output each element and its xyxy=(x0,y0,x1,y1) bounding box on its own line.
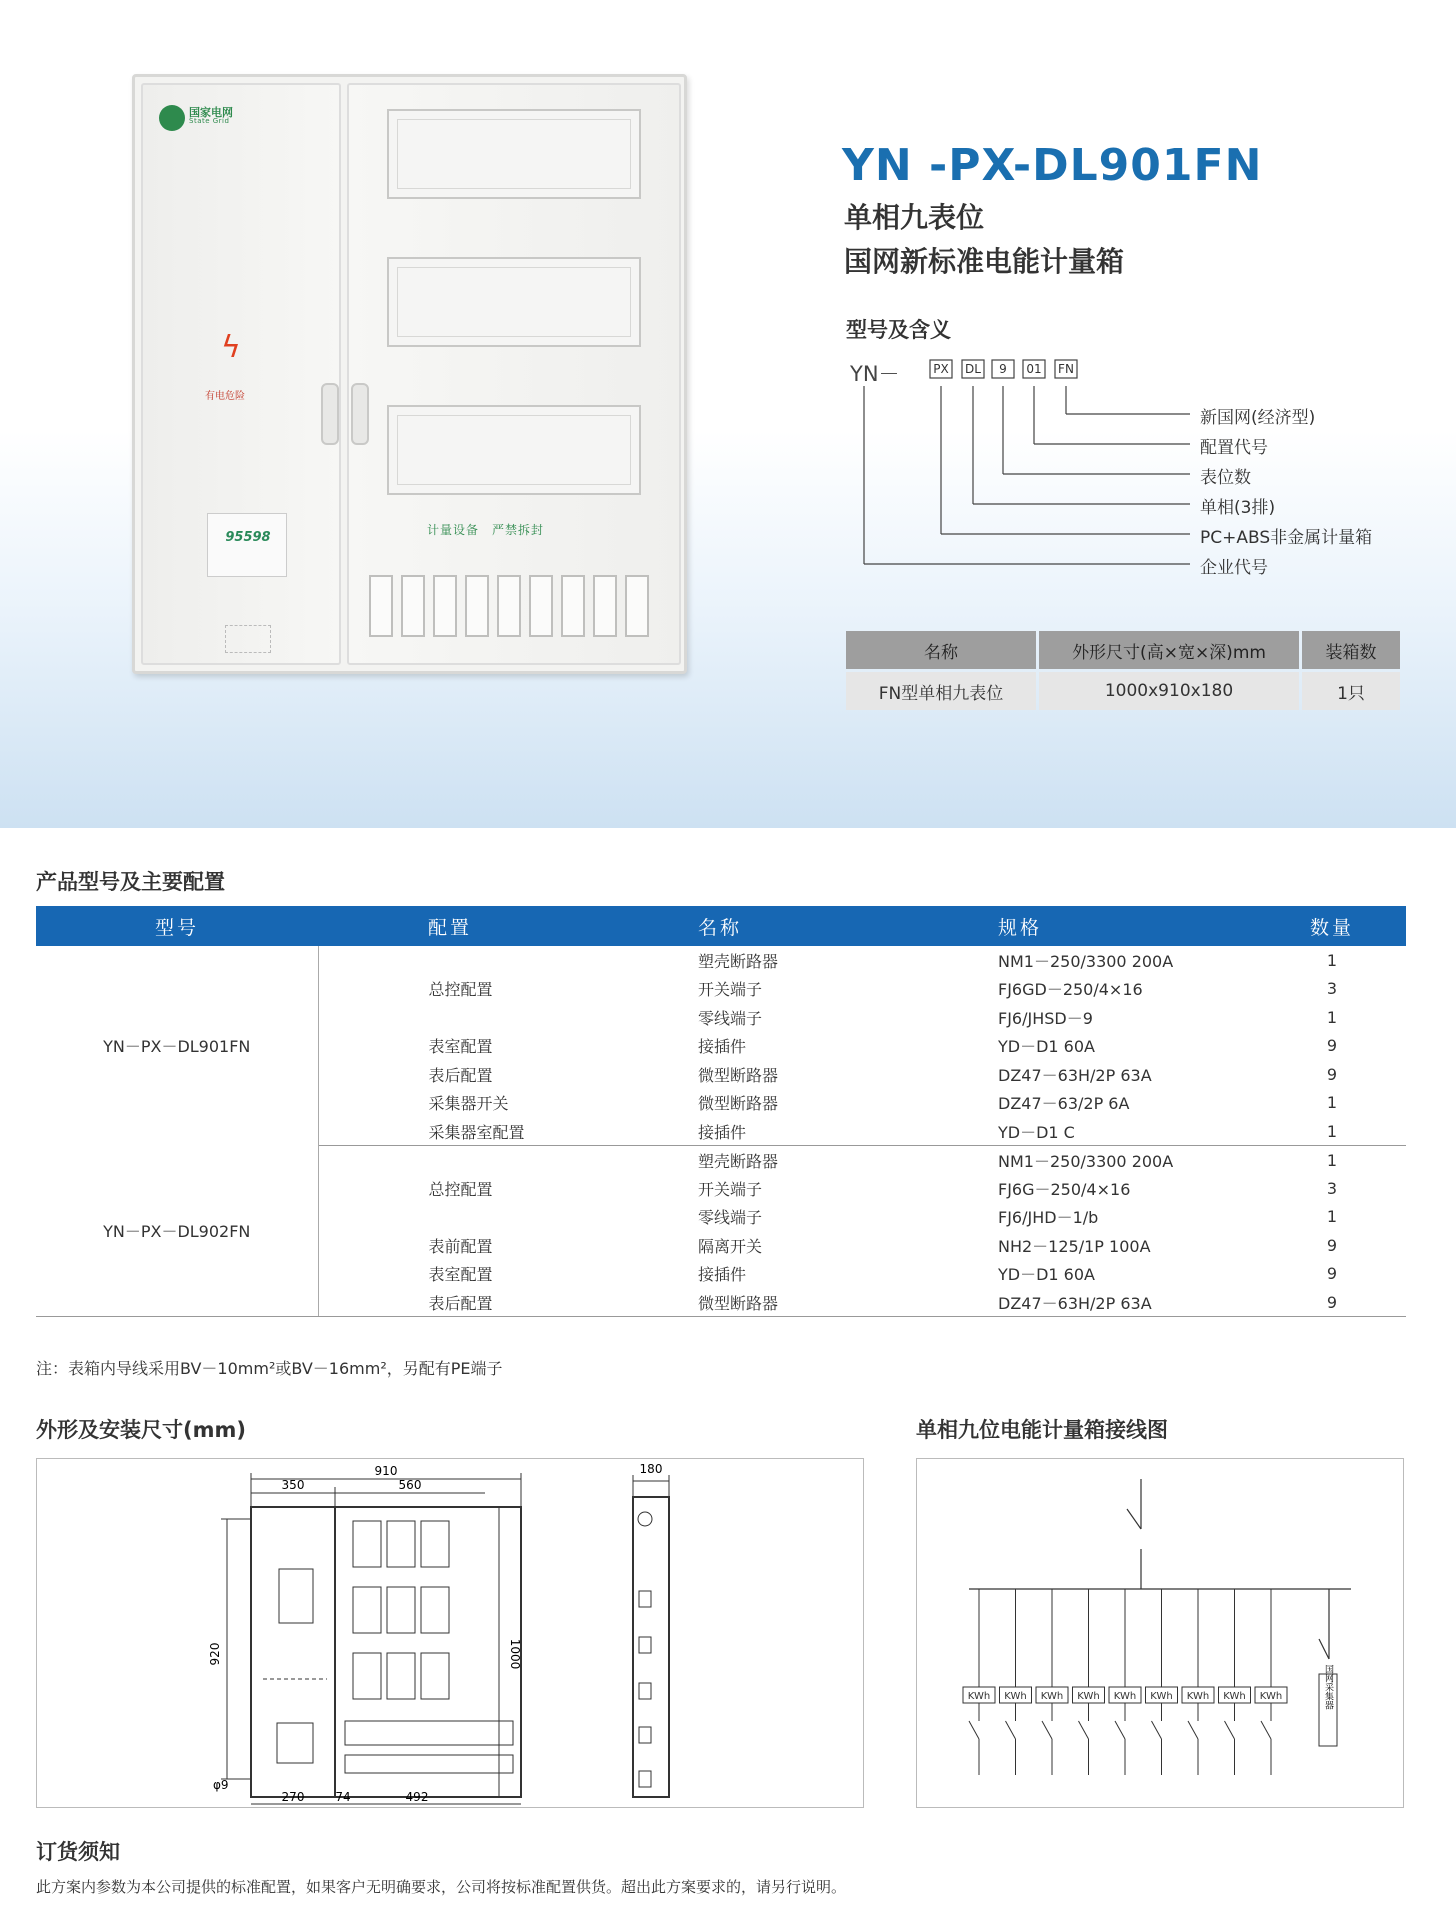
config-table xyxy=(36,906,1406,1317)
breaker-slot xyxy=(561,575,585,637)
logo-text-en: State Grid xyxy=(189,117,230,125)
dimension-drawing xyxy=(36,1458,864,1808)
kwh-meter-label: KWh xyxy=(1186,1691,1210,1702)
dim-total-width: 910 xyxy=(374,1464,398,1478)
meaning-label-01: 配置代号 xyxy=(1200,438,1268,458)
code-9: 9 xyxy=(999,362,1007,376)
service-badge xyxy=(207,513,287,577)
kwh-meter-label: KWh xyxy=(1223,1691,1246,1702)
kwh-meter-label: KWh xyxy=(1259,1691,1283,1702)
spec-name: FN型单相九表位 xyxy=(846,672,1036,710)
breaker-slot xyxy=(433,575,457,637)
name-cell: 开关端子 xyxy=(698,980,763,1000)
spec-cell: FJ6G－250/4×16 xyxy=(998,1179,1131,1199)
model-cell: YN－PX－DL902FN xyxy=(36,1146,318,1317)
qty-cell: 9 xyxy=(1326,1264,1338,1284)
code-01: 01 xyxy=(1026,362,1042,376)
cfg-cell: 表室配置 xyxy=(428,1037,493,1057)
config-heading: 产品型号及主要配置 xyxy=(36,870,225,894)
qty-cell: 3 xyxy=(1326,979,1338,999)
qty-cell: 1 xyxy=(1326,1207,1338,1227)
col-spec: 规格 xyxy=(948,906,1258,946)
cfg-cell xyxy=(318,1203,668,1232)
table-row xyxy=(36,1146,1406,1175)
name-cell: 接插件 xyxy=(668,1117,948,1146)
name-cell: 微型断路器 xyxy=(698,1094,779,1114)
cfg-cell: 表后配置 xyxy=(428,1065,493,1085)
kwh-meter-label: KWh xyxy=(1004,1691,1027,1702)
state-grid-logo-icon xyxy=(159,105,185,131)
order-text: 此方案内参数为本公司提供的标准配置，如果客户无明确要求，公司将按标准配置供货。超出此方案要求的，请另行说明。 xyxy=(36,1878,847,1896)
meaning-label-yn: 企业代号 xyxy=(1200,558,1268,578)
name-cell: 隔离开关 xyxy=(698,1236,763,1256)
right-door-handle xyxy=(351,383,369,445)
breaker-switch xyxy=(1042,1721,1052,1739)
table-row xyxy=(36,946,1406,975)
wiring-diagram xyxy=(916,1458,1404,1808)
breaker-switch xyxy=(1261,1721,1271,1739)
spec-header-row xyxy=(846,631,1400,669)
cabinet-right-door xyxy=(347,83,681,665)
col-qty: 数量 xyxy=(1258,906,1406,946)
spec-cell: FJ6/JHD－1/b xyxy=(998,1208,1099,1228)
dim-hole: φ9 xyxy=(213,1778,229,1792)
spec-cell: YD－D1 C xyxy=(948,1117,1258,1146)
model-cell: YN－PX－DL901FN xyxy=(36,946,318,1146)
dim-right-width: 560 xyxy=(398,1478,422,1492)
dim-inner-height: 920 xyxy=(208,1642,222,1666)
spec-header-qty: 装箱数 xyxy=(1302,631,1400,669)
wiring-svg xyxy=(917,1459,1405,1809)
qty-cell: 1 xyxy=(1326,1007,1338,1027)
danger-label: 有电危险 xyxy=(205,391,245,402)
qty-cell: 9 xyxy=(1258,1288,1406,1317)
col-model: 型号 xyxy=(36,906,318,946)
high-voltage-icon: ϟ xyxy=(221,330,241,365)
cfg-cell xyxy=(318,1146,668,1175)
hero-banner xyxy=(0,0,1456,828)
spec-cell: YD－D1 60A xyxy=(998,1037,1095,1057)
product-subtitle-2: 国网新标准电能计量箱 xyxy=(844,245,1125,278)
qty-cell: 9 xyxy=(1326,1235,1338,1255)
collector-label: 国网采集器 xyxy=(1323,1664,1333,1710)
cabinet-left-door xyxy=(141,83,341,665)
qty-cell: 1 xyxy=(1326,1093,1338,1113)
cfg-cell xyxy=(318,946,668,975)
spec-header-size: 外形尺寸(高×宽×深)mm xyxy=(1039,631,1299,669)
kwh-meter-label: KWh xyxy=(1113,1691,1137,1702)
qty-cell: 3 xyxy=(1326,1178,1338,1198)
dim-bottom-left: 270 xyxy=(281,1790,305,1804)
dimensions-heading: 外形及安装尺寸(mm) xyxy=(36,1418,246,1442)
breaker-slot xyxy=(625,575,649,637)
badge-number: 95598 xyxy=(225,530,271,545)
meaning-label-dl: 单相(3排) xyxy=(1200,498,1276,518)
spec-table xyxy=(843,628,1403,713)
name-cell: 零线端子 xyxy=(698,1008,763,1028)
name-cell: 接插件 xyxy=(698,1037,747,1057)
name-cell: 零线端子 xyxy=(698,1208,763,1228)
breaker-switch xyxy=(1152,1721,1162,1739)
cfg-cell: 总控配置 xyxy=(428,1179,493,1199)
code-px: PX xyxy=(933,362,949,376)
meter-window-row1 xyxy=(387,109,641,199)
spec-cell: DZ47－63/2P 6A xyxy=(998,1094,1130,1114)
name-cell: 塑壳断路器 xyxy=(698,1151,779,1171)
cfg-cell: 表前配置 xyxy=(428,1236,493,1256)
kwh-meter-label: KWh xyxy=(1150,1691,1173,1702)
order-heading: 订货须知 xyxy=(36,1840,120,1864)
spec-qty: 1只 xyxy=(1302,672,1400,710)
breaker-slot xyxy=(529,575,553,637)
meaning-label-9: 表位数 xyxy=(1200,468,1251,488)
cfg-cell: 采集器室配置 xyxy=(318,1117,668,1146)
wiring-note: 注：表箱内导线采用BV－10mm²或BV－16mm²，另配有PE端子 xyxy=(36,1359,503,1378)
breaker-slot xyxy=(593,575,617,637)
qty-cell: 9 xyxy=(1326,1064,1338,1084)
spec-cell: FJ6GD－250/4×16 xyxy=(998,980,1143,1000)
spec-cell: YD－D1 60A xyxy=(998,1265,1095,1285)
cabinet-window-slot xyxy=(225,625,271,653)
col-name: 名称 xyxy=(668,906,948,946)
breaker-slot xyxy=(401,575,425,637)
spec-cell: NH2－125/1P 100A xyxy=(998,1236,1151,1256)
breaker-slot xyxy=(465,575,489,637)
qty-cell: 1 xyxy=(1258,1117,1406,1146)
name-cell: 塑壳断路器 xyxy=(698,951,779,971)
name-cell: 开关端子 xyxy=(698,1179,763,1199)
seal-label: 计量设备 严禁拆封 xyxy=(427,523,545,537)
product-subtitle-1: 单相九表位 xyxy=(844,201,985,234)
meter-window-row2 xyxy=(387,257,641,347)
breaker-switch xyxy=(1115,1721,1125,1739)
kwh-meter-label: KWh xyxy=(1077,1691,1100,1702)
breaker-switch xyxy=(1006,1721,1016,1739)
name-cell: 微型断路器 xyxy=(668,1288,948,1317)
breaker-switch xyxy=(1079,1721,1089,1739)
spec-header-name: 名称 xyxy=(846,631,1036,669)
kwh-meter-label: KWh xyxy=(1040,1691,1064,1702)
breaker-switch xyxy=(1188,1721,1198,1739)
breaker-switch xyxy=(969,1721,979,1739)
cfg-cell: 表后配置 xyxy=(318,1288,668,1317)
model-meaning-diagram xyxy=(850,356,1410,576)
qty-cell: 9 xyxy=(1326,1036,1338,1056)
cfg-cell xyxy=(318,1003,668,1032)
spec-cell: NM1－250/3300 200A xyxy=(998,951,1174,971)
dimension-svg xyxy=(37,1459,865,1809)
spec-size: 1000x910x180 xyxy=(1039,672,1299,710)
meaning-label-fn: 新国网(经济型) xyxy=(1200,408,1316,428)
dim-height: 1000 xyxy=(508,1638,522,1670)
dim-bottom-right: 492 xyxy=(405,1790,429,1804)
breaker-slot xyxy=(497,575,521,637)
code-dl: DL xyxy=(965,362,981,376)
col-config: 配置 xyxy=(318,906,668,946)
dim-depth: 180 xyxy=(639,1462,663,1476)
config-header-row xyxy=(36,906,1406,946)
code-fn: FN xyxy=(1058,362,1074,376)
spec-cell: NM1－250/3300 200A xyxy=(998,1151,1174,1171)
qty-cell: 1 xyxy=(1326,1150,1338,1170)
cabinet-photo xyxy=(132,74,687,674)
spec-cell: DZ47－63H/2P 63A xyxy=(998,1065,1152,1085)
qty-cell: 1 xyxy=(1326,950,1338,970)
product-model-title: YN -PX-DL901FN xyxy=(842,140,1263,191)
logo-text-cn: 国家电网 xyxy=(189,106,233,119)
breaker-slot xyxy=(369,575,393,637)
name-cell: 微型断路器 xyxy=(698,1065,779,1085)
cfg-cell: 总控配置 xyxy=(428,980,493,1000)
dim-left-width: 350 xyxy=(281,1478,305,1492)
dim-bottom-mid: 74 xyxy=(335,1790,351,1804)
spec-row xyxy=(846,672,1400,710)
name-cell: 接插件 xyxy=(698,1265,747,1285)
wiring-heading: 单相九位电能计量箱接线图 xyxy=(916,1418,1168,1442)
breaker-switch xyxy=(1225,1721,1235,1739)
kwh-meter-label: KWh xyxy=(967,1691,991,1702)
spec-cell: FJ6/JHSD－9 xyxy=(998,1008,1093,1028)
left-door-handle xyxy=(321,383,339,445)
cfg-cell: 表室配置 xyxy=(428,1265,493,1285)
meaning-heading: 型号及含义 xyxy=(846,318,951,342)
spec-cell: DZ47－63H/2P 63A xyxy=(948,1288,1258,1317)
meter-window-row3 xyxy=(387,405,641,495)
cfg-cell: 采集器开关 xyxy=(428,1094,509,1114)
code-prefix: YN－ xyxy=(850,362,900,386)
meaning-label-px: PC+ABS非金属计量箱 xyxy=(1200,528,1373,548)
